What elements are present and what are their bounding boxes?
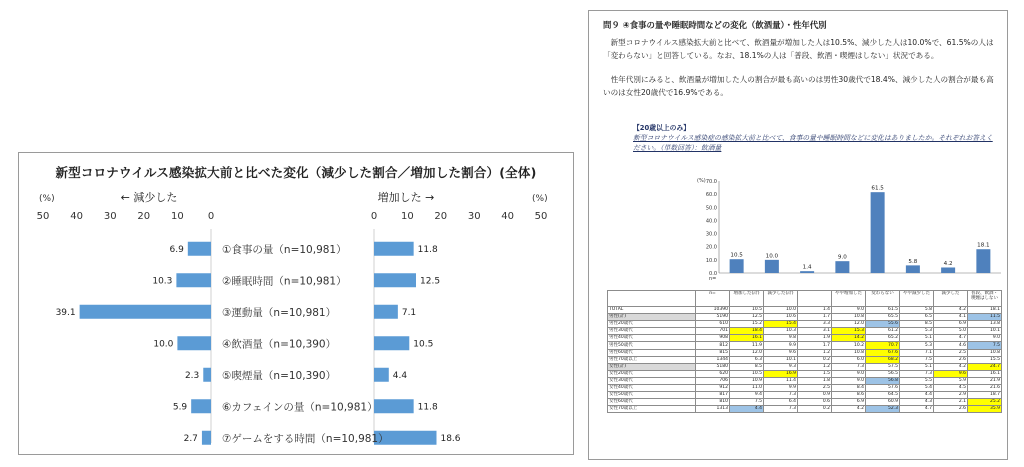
table-cell: 21.6: [968, 385, 1002, 392]
table-cell: 4.3: [900, 399, 934, 406]
table-row: [608, 342, 1002, 349]
table-cell: 7.3: [900, 370, 934, 377]
decrease-bar: [191, 399, 211, 413]
table-cell: 9.9: [764, 342, 798, 349]
table-cell: 6.0: [832, 356, 866, 363]
table-row-label: TOTAL: [608, 307, 696, 314]
column-axis-tick: 30.0: [705, 231, 717, 238]
table-cell: 64.5: [866, 392, 900, 399]
left-axis-tick: 0: [207, 211, 215, 222]
table-cell: 52.3: [866, 406, 900, 413]
table-column-header: [608, 291, 696, 307]
table-cell: 67.6: [866, 349, 900, 356]
table-row-label: 女性40歳代: [608, 385, 696, 392]
column-bar: [906, 265, 920, 273]
decrease-bar: [203, 368, 211, 382]
increase-bar: [374, 399, 414, 413]
table-cell: 1.2: [798, 349, 832, 356]
column-value-label: 18.1: [977, 242, 990, 249]
table-cell: 4.4: [730, 406, 764, 413]
table-cell: 10.0: [764, 307, 798, 314]
table-column-header: n=: [696, 291, 730, 307]
table-cell: 10.3: [764, 328, 798, 335]
column-value-label: 10.0: [765, 253, 779, 260]
table-cell: 18.1: [968, 307, 1002, 314]
question-title: 問９ ④食事の量や睡眠時間などの変化（飲酒量）・性年代別: [603, 20, 827, 30]
table-cell: 5.3: [900, 342, 934, 349]
table-cell: 3.1: [798, 328, 832, 335]
table-column-header: [798, 291, 832, 307]
column-bar: [800, 271, 814, 273]
increase-value-label: 11.8: [417, 244, 438, 255]
table-cell: 815: [696, 349, 730, 356]
table-cell: 2.6: [934, 406, 968, 413]
table-cell: 7.5: [730, 399, 764, 406]
left-axis-tick: 50: [36, 211, 50, 222]
table-cell: 9.0: [832, 377, 866, 384]
table-cell: 0.6: [798, 399, 832, 406]
increase-value-label: 18.6: [440, 433, 461, 444]
report-page: [588, 10, 1008, 460]
table-cell: 6.9: [934, 321, 968, 328]
right-unit-label: (%): [532, 194, 548, 204]
category-label: ⑤喫煙量（n=10,390）: [222, 369, 337, 382]
increase-bar: [374, 305, 398, 319]
table-cell: 61.2: [866, 328, 900, 335]
table-row-label: 男性60歳代: [608, 349, 696, 356]
table-row-label: 女性60歳代: [608, 399, 696, 406]
table-cell: 1.4: [798, 307, 832, 314]
column-bar: [765, 260, 779, 273]
summary-paragraph-2: 性年代別にみると、飲酒量が増加した人の割合が最も高いのは男性30歳代で18.4%、減少した人の割合が最も高いのは女性20歳代で16.9%である。: [603, 75, 994, 97]
table-cell: 10.5: [730, 307, 764, 314]
column-axis-tick: 0.0: [709, 271, 717, 277]
decrease-bar: [80, 305, 211, 319]
table-cell: 6.5: [900, 314, 934, 321]
left-unit-label: (%): [39, 194, 55, 204]
table-cell: 817: [696, 392, 730, 399]
table-cell: 5.0: [934, 328, 968, 335]
table-cell: 57.6: [866, 385, 900, 392]
table-row-label: 女性50歳代: [608, 392, 696, 399]
table-cell: 9.0: [832, 370, 866, 377]
table-cell: 1.5: [798, 370, 832, 377]
column-axis-tick: 70.0: [705, 179, 717, 185]
table-cell: 11.9: [730, 342, 764, 349]
table-cell: 706: [696, 377, 730, 384]
table-cell: 10.5: [730, 370, 764, 377]
column-value-label: 10.5: [730, 252, 743, 259]
table-cell: 60.9: [866, 399, 900, 406]
table-cell: 2.9: [934, 392, 968, 399]
increase-bar: [374, 273, 416, 287]
table-cell: 6.9: [832, 399, 866, 406]
decrease-value-label: 5.9: [172, 402, 188, 413]
table-cell: 810: [696, 399, 730, 406]
table-row: [608, 356, 1002, 363]
table-cell: 11.0: [730, 385, 764, 392]
table-cell: 15.3: [832, 328, 866, 335]
table-row-label: 女性20歳代: [608, 370, 696, 377]
table-cell: 8.5: [730, 363, 764, 370]
table-cell: 16.1: [730, 335, 764, 342]
table-cell: 11.5: [968, 314, 1002, 321]
table-cell: 10.1: [764, 356, 798, 363]
table-row-label: 女性70歳以上: [608, 406, 696, 413]
table-cell: 701: [696, 328, 730, 335]
table-cell: 2.6: [934, 356, 968, 363]
table-cell: 10.8: [968, 349, 1002, 356]
increase-value-label: 11.8: [417, 402, 438, 413]
table-cell: 1344: [696, 356, 730, 363]
table-cell: 8.4: [832, 385, 866, 392]
table-cell: 12.0: [832, 321, 866, 328]
table-cell: 1.8: [798, 377, 832, 384]
table-cell: 56.8: [866, 377, 900, 384]
column-n-label: n=: [709, 276, 717, 282]
column-axis-tick: 20.0: [705, 244, 717, 251]
right-axis-tick: 10: [401, 211, 414, 222]
table-cell: 18.7: [968, 392, 1002, 399]
column-value-label: 9.0: [837, 254, 847, 261]
table-cell: 11.4: [764, 377, 798, 384]
column-value-label: 4.2: [943, 260, 953, 267]
table-row: [608, 328, 1002, 335]
right-axis-tick: 20: [434, 211, 448, 222]
column-axis-tick: 60.0: [705, 192, 717, 199]
table-row: [608, 349, 1002, 356]
table-cell: 1.7: [798, 342, 832, 349]
left-axis-tick: 10: [171, 211, 184, 222]
table-cell: 68.2: [866, 356, 900, 363]
left-axis-tick: 30: [103, 211, 117, 222]
increase-value-label: 12.5: [420, 276, 441, 287]
table-cell: 7.3: [764, 406, 798, 413]
decrease-bar: [202, 431, 211, 445]
table-cell: 5180: [696, 363, 730, 370]
table-cell: 9.3: [764, 363, 798, 370]
table-row-label: 女性(計): [608, 363, 696, 370]
column-bar: [835, 261, 849, 273]
table-cell: 4.7: [934, 335, 968, 342]
table-cell: 908: [696, 335, 730, 342]
decrease-direction-label: ← 減少した: [120, 191, 178, 204]
table-row: [608, 321, 1002, 328]
table-cell: 4.1: [934, 314, 968, 321]
table-cell: 12.5: [730, 314, 764, 321]
table-row: [608, 385, 1002, 392]
table-cell: 4.2: [934, 307, 968, 314]
table-cell: 56.5: [866, 370, 900, 377]
table-row-label: 男性30歳代: [608, 328, 696, 335]
table-cell: 912: [696, 385, 730, 392]
right-axis-tick: 40: [501, 211, 514, 222]
butterfly-chart: [19, 153, 575, 456]
table-row: [608, 392, 1002, 399]
table-cell: 5.9: [934, 377, 968, 384]
table-cell: 3.3: [798, 321, 832, 328]
table-cell: 65.5: [866, 314, 900, 321]
table-cell: 2.1: [934, 399, 968, 406]
column-chart: [589, 11, 1008, 296]
category-label: ⑥カフェインの量（n=10,981）: [222, 401, 378, 414]
table-cell: 55.6: [866, 321, 900, 328]
table-cell: 9.6: [764, 349, 798, 356]
table-cell: 2.5: [934, 349, 968, 356]
table-cell: 21.9: [968, 377, 1002, 384]
left-axis-tick: 40: [70, 211, 83, 222]
table-cell: 5.1: [900, 335, 934, 342]
column-value-label: 5.8: [908, 258, 918, 265]
column-bar: [976, 249, 990, 273]
table-cell: 35.9: [968, 406, 1002, 413]
table-column-header: やや増加した: [832, 291, 866, 307]
table-cell: 9.0: [968, 335, 1002, 342]
table-cell: 9.8: [764, 335, 798, 342]
table-cell: 16.1: [968, 370, 1002, 377]
table-row: [608, 399, 1002, 406]
table-cell: 10.8: [832, 314, 866, 321]
table-cell: 9.4: [730, 392, 764, 399]
table-row-label: 男性20歳代: [608, 321, 696, 328]
table-cell: 10.8: [832, 349, 866, 356]
table-cell: 4.6: [934, 342, 968, 349]
table-cell: 1313: [696, 406, 730, 413]
table-cell: 18.4: [730, 328, 764, 335]
left-axis-tick: 20: [137, 211, 151, 222]
table-cell: 10.1: [968, 328, 1002, 335]
column-value-label: 1.4: [802, 264, 812, 271]
table-row: [608, 363, 1002, 370]
table-row-label: 男性40歳代: [608, 335, 696, 342]
decrease-bar: [177, 336, 211, 350]
table-cell: 0.2: [798, 406, 832, 413]
category-label: ①食事の量（n=10,981）: [222, 243, 347, 256]
table-cell: 5.8: [900, 307, 934, 314]
table-cell: 9.0: [832, 307, 866, 314]
table-cell: 620: [696, 370, 730, 377]
table-column-header: 変わらない: [866, 291, 900, 307]
table-cell: 9.6: [934, 370, 968, 377]
increase-value-label: 10.5: [413, 339, 434, 350]
table-cell: 10390: [696, 307, 730, 314]
increase-bar: [374, 336, 409, 350]
table-cell: 10.6: [764, 314, 798, 321]
decrease-value-label: 39.1: [55, 307, 76, 318]
table-cell: 70.7: [866, 342, 900, 349]
table-column-header: 普段、飲酒・喫煙はしない: [968, 291, 1002, 307]
table-cell: 15.2: [730, 321, 764, 328]
table-cell: 9.9: [764, 385, 798, 392]
column-bar: [730, 259, 744, 273]
table-row-label: 男性50歳代: [608, 342, 696, 349]
table-cell: 8.5: [900, 321, 934, 328]
table-cell: 4.5: [934, 385, 968, 392]
decrease-value-label: 10.0: [153, 339, 174, 350]
decrease-value-label: 6.9: [169, 244, 184, 255]
column-bar: [941, 267, 955, 273]
column-bar: [871, 192, 885, 273]
increase-bar: [374, 368, 389, 382]
table-cell: 10.9: [730, 377, 764, 384]
column-axis-tick: 40.0: [705, 218, 717, 225]
table-cell: 5.5: [900, 377, 934, 384]
table-column-header: 増加した(計): [730, 291, 764, 307]
table-row: [608, 370, 1002, 377]
category-label: ⑦ゲームをする時間（n=10,981）: [222, 432, 389, 445]
increase-value-label: 4.4: [392, 370, 408, 381]
table-cell: 1.9: [798, 335, 832, 342]
table-cell: 7.3: [832, 363, 866, 370]
increase-bar: [374, 242, 414, 256]
table-cell: 6.3: [730, 356, 764, 363]
table-cell: 7.5: [900, 356, 934, 363]
column-value-label: 61.5: [871, 185, 884, 192]
table-cell: 4.2: [934, 363, 968, 370]
summary-paragraph-1: 新型コロナウイルス感染拡大前と比べて、飲酒量が増加した人は10.5%、減少した人は10.0%で、61.5%の人は「変わらない」と回答している。なお、18.1%の人は「普段、飲酒・喫煙はしない」状況である。: [603, 38, 994, 60]
category-label: ④飲酒量（n=10,390）: [222, 338, 337, 351]
table-column-header: やや減少した: [900, 291, 934, 307]
decrease-bar: [188, 242, 211, 256]
column-axis-tick: 10.0: [705, 257, 717, 264]
table-cell: 8.6: [832, 392, 866, 399]
table-cell: 16.9: [764, 370, 798, 377]
table-cell: 61.5: [866, 307, 900, 314]
table-row: [608, 335, 1002, 342]
decrease-value-label: 2.7: [183, 433, 198, 444]
chart-title: 新型コロナウイルス感染拡大前と比べた変化（減少した割合／増加した割合）(全体): [55, 165, 537, 180]
note-tag: 【20歳以上のみ】: [633, 124, 691, 132]
table-cell: 25.2: [968, 399, 1002, 406]
table-column-header: 減少した: [934, 291, 968, 307]
note-question: 新型コロナウイルス感染症の感染拡大前と比べて、食事の量や睡眠時間などに変化はありましたか。それぞれお答えください。（単数回答）：飲酒量: [633, 133, 993, 152]
table-cell: 0.9: [798, 392, 832, 399]
right-axis-tick: 0: [370, 211, 378, 222]
table-cell: 7.3: [764, 392, 798, 399]
table-cell: 6.4: [764, 399, 798, 406]
table-cell: 4.4: [900, 392, 934, 399]
table-row-label: 男性70歳以上: [608, 356, 696, 363]
table-cell: 7.5: [968, 342, 1002, 349]
increase-value-label: 7.1: [401, 307, 417, 318]
table-cell: 812: [696, 342, 730, 349]
table-cell: 57.5: [866, 363, 900, 370]
table-cell: 1.2: [798, 363, 832, 370]
table-header-row: [608, 291, 1002, 307]
table-cell: 4.2: [832, 406, 866, 413]
table-cell: 4.7: [900, 406, 934, 413]
table-row: [608, 377, 1002, 384]
table-row: [608, 307, 1002, 314]
decrease-value-label: 10.3: [152, 276, 173, 287]
category-label: ②睡眠時間（n=10,981）: [222, 275, 347, 288]
table-cell: 65.2: [866, 335, 900, 342]
increase-direction-label: 増加した →: [377, 191, 435, 204]
table-cell: 5.3: [900, 328, 934, 335]
data-table: [607, 290, 1002, 413]
table-cell: 5.4: [900, 385, 934, 392]
table-cell: 12.0: [730, 349, 764, 356]
table-cell: 5190: [696, 314, 730, 321]
table-cell: 14.2: [832, 335, 866, 342]
table-column-header: 減少した(計): [764, 291, 798, 307]
table-cell: 13.8: [968, 321, 1002, 328]
right-axis-tick: 50: [534, 211, 548, 222]
table-cell: 7.1: [900, 349, 934, 356]
table-cell: 24.7: [968, 363, 1002, 370]
decrease-value-label: 2.3: [184, 370, 200, 381]
table-cell: 2.5: [798, 385, 832, 392]
table-cell: 0.2: [798, 356, 832, 363]
column-axis-tick: 50.0: [705, 205, 717, 212]
category-label: ③運動量（n=10,981）: [222, 306, 337, 319]
table-cell: 5.1: [900, 363, 934, 370]
table-row: [608, 406, 1002, 413]
table-cell: 1.7: [798, 314, 832, 321]
table-cell: 15.5: [968, 356, 1002, 363]
table-row-label: 男性(計): [608, 314, 696, 321]
right-axis-tick: 30: [467, 211, 481, 222]
table-cell: 610: [696, 321, 730, 328]
butterfly-chart-panel: [18, 152, 574, 455]
table-cell: 10.2: [832, 342, 866, 349]
table-row: [608, 314, 1002, 321]
column-chart-ylabel: (%): [697, 178, 706, 184]
decrease-bar: [176, 273, 211, 287]
table-cell: 15.4: [764, 321, 798, 328]
table-row-label: 女性30歳代: [608, 377, 696, 384]
